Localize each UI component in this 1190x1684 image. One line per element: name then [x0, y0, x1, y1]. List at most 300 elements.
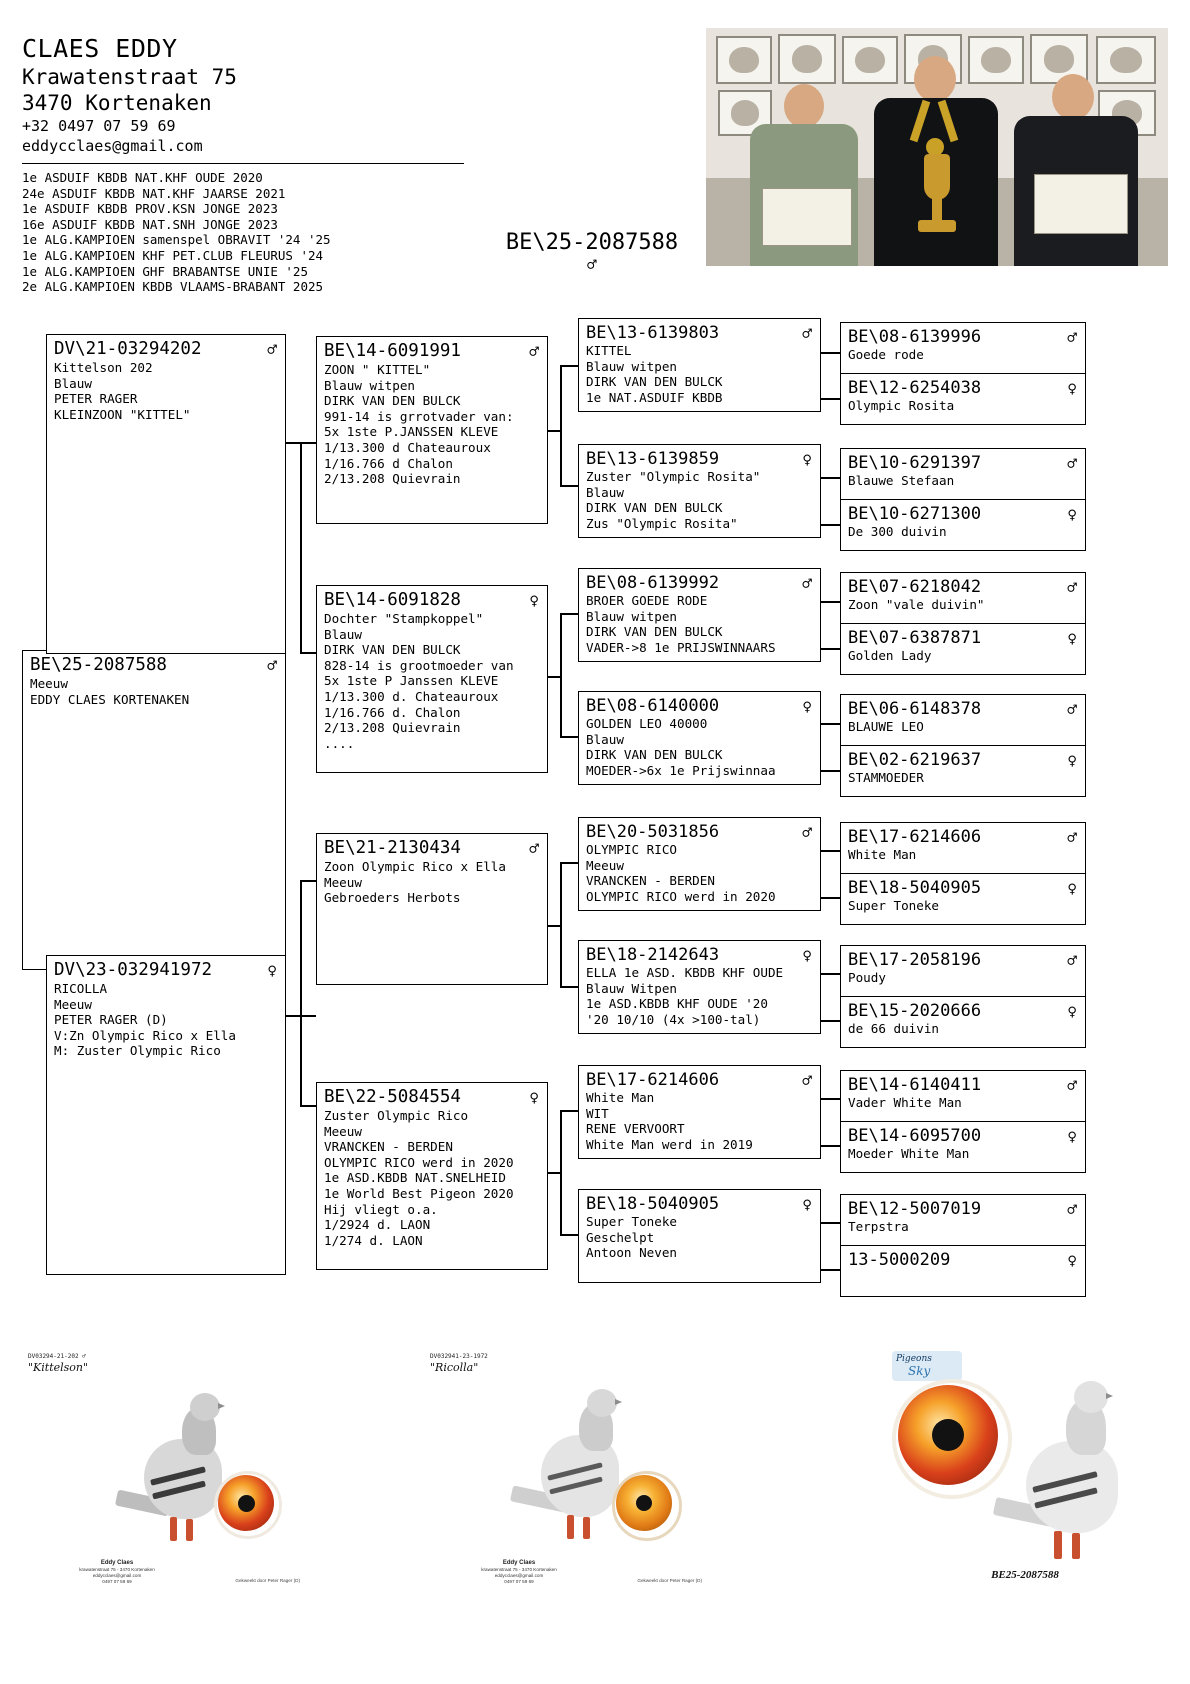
- ring-text: BE\07-6218042: [848, 577, 982, 597]
- detail-line: Poudy: [848, 970, 886, 985]
- ring-text: BE\21-2130434: [324, 838, 461, 858]
- pedigree-box-gen3-8[interactable]: [578, 1189, 821, 1283]
- ring-text: BE\17-6214606: [586, 1070, 720, 1090]
- ring-number: [848, 327, 1079, 347]
- detail-line: Super Toneke: [848, 898, 939, 913]
- pigeon-leg: [583, 1517, 590, 1539]
- male-symbol-icon: ♂: [802, 1071, 812, 1090]
- promo-footer: [42, 1560, 192, 1586]
- ring-text: BE\08-6139992: [586, 573, 720, 593]
- detail-line: 1e World Best Pigeon 2020: [324, 1185, 514, 1201]
- connector: [548, 676, 562, 678]
- detail-line: BROER GOEDE RODE: [586, 593, 708, 608]
- male-symbol-icon: ♂: [1067, 828, 1077, 847]
- connector: [820, 723, 842, 725]
- detail-line: 828-14 is grootmoeder van: [324, 657, 514, 673]
- detail-line: DIRK VAN DEN BULCK: [586, 374, 723, 390]
- breeder-email[interactable]: eddycclaes@gmail.com: [22, 137, 203, 155]
- ring-text: BE\18-2142643: [586, 945, 720, 965]
- connector: [300, 1105, 316, 1107]
- pedigree-box-gen4-2[interactable]: [840, 373, 1086, 425]
- detail-line: Kittelson 202: [54, 360, 153, 375]
- male-symbol-icon: ♂: [1067, 578, 1077, 597]
- pigeon-head: [587, 1389, 617, 1417]
- pedigree-box-gen2-2[interactable]: [316, 585, 548, 773]
- ring-number: [848, 577, 1079, 597]
- pigeon-eye-pupil: [932, 1419, 964, 1451]
- subject-ring-number: BE\25-2087588: [505, 230, 679, 255]
- connector: [820, 1269, 842, 1271]
- detail-line: ELLA 1e ASD. KBDB KHF OUDE: [586, 965, 784, 980]
- ring-number: [848, 378, 1079, 398]
- male-symbol-icon: ♂: [267, 340, 277, 359]
- ring-text: BE\12-6254038: [848, 378, 982, 398]
- promo-card-title: [430, 1353, 488, 1374]
- breeder-info: [22, 34, 492, 156]
- pedigree-box-gen2-3[interactable]: [316, 833, 548, 985]
- detail-line: STAMMOEDER: [848, 770, 924, 785]
- detail-line: Blauw witpen: [586, 358, 677, 374]
- promo-footer-line: 0497 07 59 69: [504, 1579, 534, 1584]
- connector: [820, 1020, 842, 1022]
- pedigree-box-gen3-4[interactable]: [578, 691, 821, 785]
- palmares-item: 1e ASDUIF KBDB NAT.KHF OUDE 2020: [22, 170, 263, 185]
- connector: [560, 1234, 580, 1236]
- promo-card-title: [28, 1353, 88, 1374]
- promo-card-subject: [880, 1345, 1170, 1595]
- ring-number: [848, 1250, 1079, 1270]
- detail-line: 1/13.300 d Chateauroux: [324, 439, 491, 455]
- male-symbol-icon: ♂: [529, 342, 539, 361]
- female-symbol-icon: ♀: [529, 591, 539, 610]
- pedigree-box-gen4-9[interactable]: [840, 822, 1086, 874]
- pigeon-head: [1074, 1381, 1108, 1413]
- ring-text: BE\14-6095700: [848, 1126, 982, 1146]
- pedigree-box-gen4-10[interactable]: [840, 873, 1086, 925]
- connector: [560, 986, 580, 988]
- detail-line: VRANCKEN - BERDEN: [586, 873, 715, 889]
- ring-text: BE\13-6139859: [586, 449, 720, 469]
- trophy-base: [918, 220, 956, 232]
- detail-line: 1e NAT.ASDUIF KBDB: [586, 389, 723, 405]
- detail-line: Terpstra: [848, 1219, 909, 1234]
- connector: [820, 1098, 842, 1100]
- detail-line: KLEINZOON "KITTEL": [54, 406, 191, 422]
- detail-line: Goede rode: [848, 347, 924, 362]
- document-header: [0, 0, 1190, 310]
- subject-ring-heading: [487, 230, 697, 275]
- ring-text: BE\08-6140000: [586, 696, 720, 716]
- detail-line: DIRK VAN DEN BULCK: [324, 642, 461, 658]
- detail-line: 1/274 d. LAON: [324, 1232, 423, 1248]
- brand-word-bottom: Sky: [908, 1364, 931, 1378]
- pedigree-box-gen4-1[interactable]: [840, 322, 1086, 374]
- pigeon-head: [190, 1393, 220, 1421]
- diploma-left: [762, 188, 852, 246]
- connector: [820, 973, 842, 975]
- ring-number: [586, 945, 814, 965]
- ring-text: BE\18-5040905: [586, 1194, 720, 1214]
- breeder-address-line2: 3470 Kortenaken: [22, 91, 212, 115]
- detail-line: Geschelpt: [586, 1229, 655, 1245]
- female-symbol-icon: ♀: [802, 1195, 812, 1214]
- connector: [300, 442, 302, 652]
- palmares-item: 2e ALG.KAMPIOEN KBDB VLAAMS-BRABANT 2025: [22, 279, 324, 295]
- female-symbol-icon: ♀: [529, 1088, 539, 1107]
- brand-word-top: Pigeons: [896, 1354, 932, 1364]
- pigeon-photo: [525, 1375, 635, 1565]
- detail-line: 1/16.766 d. Chalon: [324, 704, 461, 720]
- connector: [548, 430, 562, 432]
- pedigree-box-gen4-16[interactable]: [840, 1245, 1086, 1297]
- connector: [820, 770, 842, 772]
- pedigree-box-gen3-1[interactable]: [578, 318, 821, 412]
- connector: [300, 880, 302, 1105]
- ring-text: DV\21-03294202: [54, 339, 202, 359]
- pedigree-box-gen2-4[interactable]: [316, 1082, 548, 1270]
- ring-text: BE\17-6214606: [848, 827, 982, 847]
- ring-number: [324, 341, 541, 362]
- pedigree-box-gen2-1[interactable]: [316, 336, 548, 524]
- detail-line: White Man werd in 2019: [586, 1136, 753, 1152]
- detail-line: Antoon Neven: [586, 1245, 677, 1261]
- detail-line: Moeder White Man: [848, 1146, 970, 1161]
- pedigree-box-gen3-2[interactable]: [578, 444, 821, 538]
- ring-number: [848, 628, 1079, 648]
- detail-line: 1/13.300 d. Chateauroux: [324, 688, 499, 704]
- female-symbol-icon: ♀: [1067, 505, 1077, 524]
- connector: [548, 1172, 562, 1174]
- breeder-address-line1: Krawatenstraat 75: [22, 65, 237, 89]
- connector: [560, 613, 580, 615]
- male-symbol-icon: ♂: [587, 255, 597, 274]
- pedigree-box-gen4-14[interactable]: [840, 1121, 1086, 1173]
- detail-line: Zus "Olympic Rosita": [586, 515, 738, 531]
- pedigree-box-gen4-13[interactable]: [840, 1070, 1086, 1122]
- header-divider: [22, 163, 464, 164]
- promo-cards: [0, 1345, 1190, 1684]
- detail-line: 2/13.208 Quievrain: [324, 471, 461, 487]
- detail-line: BLAUWE LEO: [848, 719, 924, 734]
- palmares-item: 1e ASDUIF KBDB PROV.KSN JONGE 2023: [22, 201, 278, 217]
- promo-name: "Ricolla": [430, 1361, 479, 1374]
- detail-line: OLYMPIC RICO werd in 2020: [586, 888, 776, 904]
- ring-number: [54, 960, 279, 981]
- connector: [300, 880, 316, 882]
- detail-line: Meeuw: [324, 874, 362, 890]
- male-symbol-icon: ♂: [1067, 328, 1077, 347]
- connector: [820, 648, 842, 650]
- ring-text: BE\07-6387871: [848, 628, 982, 648]
- fanciers-photo: [706, 28, 1168, 266]
- ring-text: BE\13-6139803: [586, 323, 720, 343]
- pigeon-leg: [567, 1515, 574, 1539]
- detail-line: OLYMPIC RICO werd in 2020: [324, 1154, 514, 1170]
- palmares-item: 1e ALG.KAMPIOEN samenspel OBRAVIT '24 '25: [22, 232, 331, 248]
- female-symbol-icon: ♀: [1067, 879, 1077, 898]
- palmares-list: [22, 170, 492, 295]
- ring-text: BE\10-6291397: [848, 453, 982, 473]
- connector: [560, 485, 580, 487]
- detail-line: 1e ASD.KBDB NAT.SNELHEID: [324, 1170, 506, 1186]
- female-symbol-icon: ♀: [1067, 1127, 1077, 1146]
- pigeon-eye-pupil: [636, 1495, 652, 1511]
- ring-number: [324, 590, 541, 611]
- person-right: [1008, 70, 1144, 266]
- pedigree-box-gen4-6[interactable]: [840, 623, 1086, 675]
- ring-number: [848, 453, 1079, 473]
- detail-line: Blauw Witpen: [586, 980, 677, 996]
- detail-line: DIRK VAN DEN BULCK: [586, 624, 723, 640]
- ring-number: [848, 1075, 1079, 1095]
- connector: [820, 524, 842, 526]
- detail-line: ....: [324, 735, 355, 751]
- detail-line: Meeuw: [54, 996, 92, 1012]
- pigeon-beak: [1106, 1393, 1113, 1399]
- detail-line: Zoon "vale duivin": [848, 597, 985, 612]
- ring-number: [586, 822, 814, 842]
- ring-number: [586, 1070, 814, 1090]
- detail-line: Blauw: [54, 375, 92, 391]
- male-symbol-icon: ♂: [802, 574, 812, 593]
- female-symbol-icon: ♀: [802, 450, 812, 469]
- ring-number: [586, 696, 814, 716]
- person-left: [744, 76, 864, 266]
- ring-number: [848, 827, 1079, 847]
- pedigree-box-gen4-8[interactable]: [840, 745, 1086, 797]
- detail-line: Blauwe Stefaan: [848, 473, 955, 488]
- connector: [548, 925, 562, 927]
- detail-line: Blauw: [586, 731, 624, 747]
- male-symbol-icon: ♂: [267, 656, 277, 675]
- male-symbol-icon: ♂: [1067, 1076, 1077, 1095]
- detail-line: Olympic Rosita: [848, 398, 955, 413]
- detail-line: Zuster "Olympic Rosita": [586, 469, 761, 484]
- detail-line: 2/13.208 Quievrain: [324, 720, 461, 736]
- ring-text: BE\20-5031856: [586, 822, 720, 842]
- detail-line: 1/16.766 d Chalon: [324, 455, 453, 471]
- pedigree-box-gen3-5[interactable]: [578, 817, 821, 911]
- connector: [300, 442, 316, 444]
- promo-footer: [444, 1560, 594, 1586]
- trophy-stem: [932, 198, 942, 222]
- detail-line: EDDY CLAES KORTENAKEN: [30, 691, 190, 707]
- detail-line: Zoon Olympic Rico x Ella: [324, 859, 506, 874]
- detail-line: RENE VERVOORT: [586, 1121, 685, 1137]
- connector: [820, 352, 842, 354]
- ring-number: [586, 573, 814, 593]
- ring-number: [848, 699, 1079, 719]
- pedigree-box-dam[interactable]: [46, 955, 286, 1275]
- female-symbol-icon: ♀: [802, 946, 812, 965]
- pigeon-photo: [128, 1377, 238, 1567]
- female-symbol-icon: ♀: [1067, 379, 1077, 398]
- connector: [560, 365, 562, 485]
- palmares-item: 16e ASDUIF KBDB NAT.SNH JONGE 2023: [22, 216, 278, 232]
- detail-line: VRANCKEN - BERDEN: [324, 1139, 453, 1155]
- ring-number: [586, 1194, 814, 1214]
- male-symbol-icon: ♂: [529, 839, 539, 858]
- pigeon-eye-pupil: [238, 1495, 255, 1512]
- ring-number: [848, 878, 1079, 898]
- female-symbol-icon: ♀: [1067, 751, 1077, 770]
- diploma-right: [1034, 174, 1128, 234]
- promo-name: "Kittelson": [28, 1361, 89, 1374]
- detail-line: DIRK VAN DEN BULCK: [324, 393, 461, 409]
- breeder-name: CLAES EDDY: [22, 34, 178, 63]
- detail-line: V:Zn Olympic Rico x Ella: [54, 1027, 236, 1043]
- connector: [820, 1222, 842, 1224]
- pigeon-leg: [1072, 1533, 1080, 1559]
- promo-footer-line: eddycclaes@gmail.com: [92, 1573, 142, 1578]
- detail-line: Blauw witpen: [586, 608, 677, 624]
- promo-footer-line: 0497 07 59 69: [102, 1579, 132, 1584]
- promo-footer-line: eddycclaes@gmail.com: [494, 1573, 544, 1578]
- ring-number: [848, 950, 1079, 970]
- connector: [560, 1110, 580, 1112]
- detail-line: DIRK VAN DEN BULCK: [586, 500, 723, 516]
- connector: [820, 1145, 842, 1147]
- detail-line: VADER->8 1e PRIJSWINNAARS: [586, 639, 776, 655]
- detail-line: Meeuw: [586, 857, 624, 873]
- trophy-icon: [924, 154, 950, 200]
- female-symbol-icon: ♀: [1067, 1002, 1077, 1021]
- male-symbol-icon: ♂: [1067, 951, 1077, 970]
- palmares-item: 24e ASDUIF KBDB NAT.KHF JAARSE 2021: [22, 185, 286, 201]
- promo-credit: Gekweekt door Peter Rager (D): [637, 1578, 702, 1583]
- female-symbol-icon: ♀: [1067, 1251, 1077, 1270]
- detail-line: Dochter "Stampkoppel": [324, 611, 484, 626]
- pedigree-box-gen4-7[interactable]: [840, 694, 1086, 746]
- person-middle: [866, 56, 1006, 266]
- ring-text: BE\18-5040905: [848, 878, 982, 898]
- pedigree-box-sire[interactable]: [46, 334, 286, 654]
- detail-line: Blauw: [324, 626, 362, 642]
- promo-ring: BE25-2087588: [991, 1569, 1059, 1581]
- pedigree-box-subject[interactable]: [22, 650, 286, 970]
- pedigree-box-gen4-15[interactable]: [840, 1194, 1086, 1246]
- detail-line: PETER RAGER (D): [54, 1012, 168, 1028]
- pigeons-sky-logo: [892, 1351, 962, 1381]
- promo-ring: DV03294-21-202 ♂: [28, 1353, 86, 1360]
- person-head: [784, 84, 824, 128]
- pigeon-leg: [186, 1519, 193, 1541]
- pigeon-beak: [615, 1399, 622, 1405]
- detail-line: ZOON " KITTEL": [324, 362, 431, 377]
- ring-text: DV\23-032941972: [54, 960, 213, 980]
- pedigree-box-gen4-3[interactable]: [840, 448, 1086, 500]
- connector: [820, 850, 842, 852]
- ring-number: [848, 504, 1079, 524]
- male-symbol-icon: ♂: [1067, 700, 1077, 719]
- detail-line: MOEDER->6x 1e Prijswinnaa: [586, 762, 776, 778]
- detail-line: 1/2924 d. LAON: [324, 1217, 431, 1233]
- detail-line: Super Toneke: [586, 1214, 677, 1229]
- male-symbol-icon: ♂: [1067, 454, 1077, 473]
- detail-line: White Man: [586, 1090, 655, 1105]
- promo-footer-name: Eddy Claes: [100, 1559, 134, 1566]
- pedigree-box-gen3-6[interactable]: [578, 940, 821, 1034]
- male-symbol-icon: ♂: [802, 823, 812, 842]
- ring-text: 13-5000209: [848, 1250, 951, 1270]
- detail-line: Blauw witpen: [324, 377, 415, 393]
- connector: [820, 398, 842, 400]
- detail-line: 5x 1ste P.JANSSEN KLEVE: [324, 424, 499, 440]
- ring-number: [30, 655, 279, 676]
- pedigree-box-gen4-5[interactable]: [840, 572, 1086, 624]
- ring-number: [54, 339, 279, 360]
- connector: [560, 365, 580, 367]
- ring-number: [848, 1199, 1079, 1219]
- detail-line: 1e ASD.KBDB KHF OUDE '20: [586, 996, 768, 1012]
- pedigree-box-gen3-3[interactable]: [578, 568, 821, 662]
- connector: [820, 897, 842, 899]
- pedigree-box-gen4-4[interactable]: [840, 499, 1086, 551]
- detail-line: de 66 duivin: [848, 1021, 939, 1036]
- detail-line: Blauw: [586, 484, 624, 500]
- pedigree-box-gen4-12[interactable]: [840, 996, 1086, 1048]
- pigeon-leg: [1054, 1531, 1062, 1559]
- detail-line: GOLDEN LEO 40000: [586, 716, 708, 731]
- promo-footer-name: Eddy Claes: [502, 1559, 536, 1566]
- male-symbol-icon: ♂: [1067, 1200, 1077, 1219]
- ring-number: [848, 750, 1079, 770]
- detail-line: PETER RAGER: [54, 391, 138, 407]
- detail-line: White Man: [848, 847, 917, 862]
- detail-line: De 300 duivin: [848, 524, 947, 539]
- promo-footer-line: krawatenstraat 75 - 3470 Kortenaken: [481, 1567, 557, 1572]
- ring-text: BE\14-6091828: [324, 590, 461, 610]
- detail-line: OLYMPIC RICO: [586, 842, 677, 857]
- ring-number: [324, 838, 541, 859]
- connector: [560, 613, 562, 736]
- detail-line: '20 10/10 (4x >100-tal): [586, 1011, 761, 1027]
- ring-text: BE\08-6139996: [848, 327, 982, 347]
- pigeon-leg: [170, 1517, 177, 1541]
- pedigree-box-gen4-11[interactable]: [840, 945, 1086, 997]
- connector: [560, 862, 580, 864]
- pigeon-photo: [1000, 1363, 1140, 1583]
- ring-text: BE\02-6219637: [848, 750, 982, 770]
- ring-text: BE\14-6091991: [324, 341, 461, 361]
- connector: [820, 477, 842, 479]
- ring-number: [586, 449, 814, 469]
- detail-line: Meeuw: [324, 1123, 362, 1139]
- detail-line: WIT: [586, 1105, 609, 1121]
- detail-line: KITTEL: [586, 343, 632, 358]
- detail-line: Hij vliegt o.a.: [324, 1201, 438, 1217]
- ring-text: BE\06-6148378: [848, 699, 982, 719]
- breeder-phone: +32 0497 07 59 69: [22, 117, 176, 135]
- promo-card-kittelson: [18, 1345, 308, 1595]
- ring-number: [586, 323, 814, 343]
- ring-text: BE\12-5007019: [848, 1199, 982, 1219]
- pedigree-box-gen3-7[interactable]: [578, 1065, 821, 1159]
- person-head: [1052, 74, 1094, 120]
- ring-text: BE\22-5084554: [324, 1087, 461, 1107]
- detail-line: M: Zuster Olympic Rico: [54, 1043, 221, 1059]
- detail-line: Golden Lady: [848, 648, 932, 663]
- promo-footer-line: krawatenstraat 75 - 3470 Kortenaken: [79, 1567, 155, 1572]
- ring-text: BE\14-6140411: [848, 1075, 982, 1095]
- detail-line: Meeuw: [30, 676, 68, 691]
- person-head: [914, 56, 956, 102]
- ring-text: BE\15-2020666: [848, 1001, 982, 1021]
- female-symbol-icon: ♀: [267, 961, 277, 980]
- male-symbol-icon: ♂: [802, 324, 812, 343]
- ring-text: BE\25-2087588: [30, 655, 167, 675]
- detail-line: Vader White Man: [848, 1095, 962, 1110]
